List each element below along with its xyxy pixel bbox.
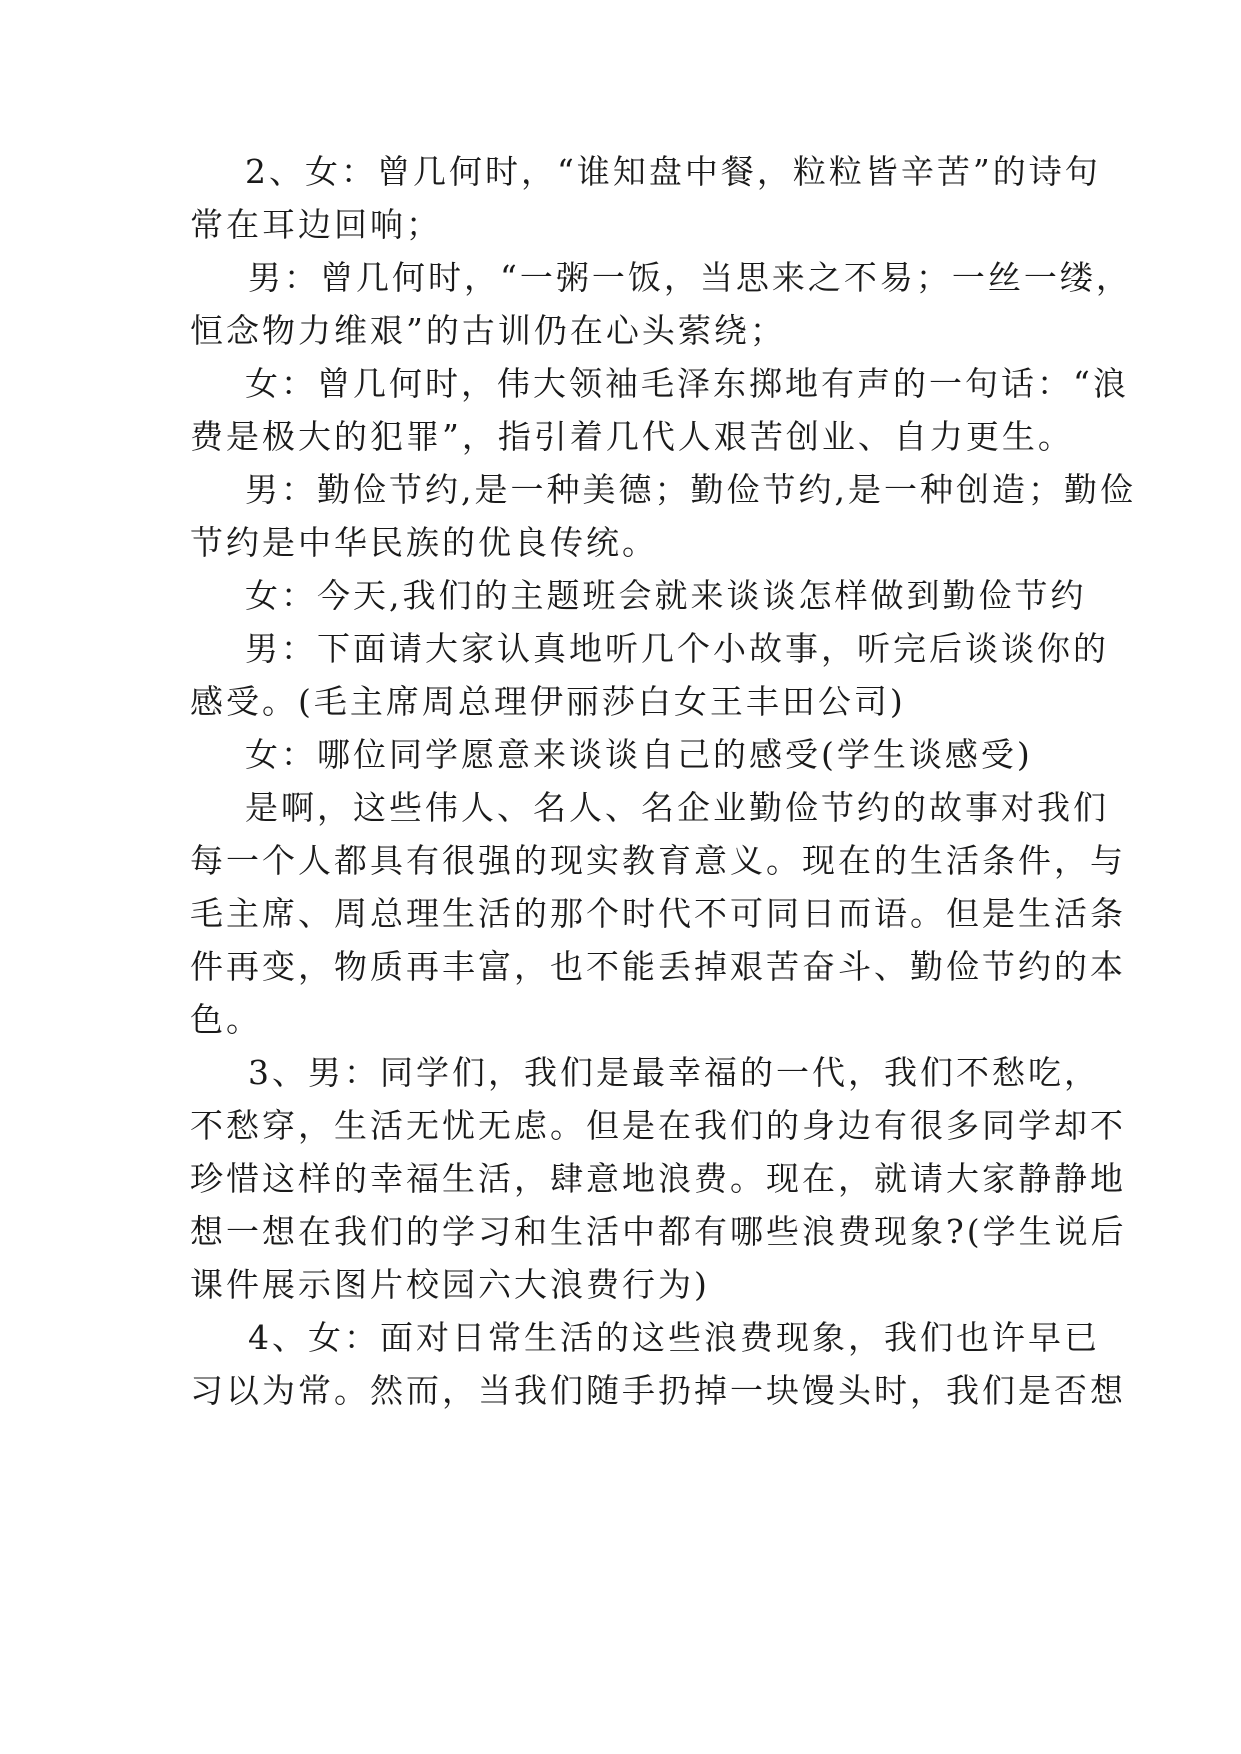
text-line: 毛主席、周总理生活的那个时代不可同日而语。但是生活条 [190,894,1126,933]
text-line: 女：哪位同学愿意来谈谈自己的感受(学生谈感受) [245,735,1033,774]
text-line: 课件展示图片校园六大浪费行为) [190,1265,710,1304]
text-line: 男：曾几何时，“一粥一饭，当思来之不易；一丝一缕， [248,258,1132,297]
text-line: 恒念物力维艰”的古训仍在心头萦绕； [190,311,786,350]
text-line: 是啊，这些伟人、名人、名企业勤俭节约的故事对我们 [245,788,1109,827]
text-line: 女：今天,我们的主题班会就来谈谈怎样做到勤俭节约 [245,576,1087,615]
text-line: 男：勤俭节约,是一种美德；勤俭节约,是一种创造；勤俭 [245,470,1136,509]
text-line: 3、男：同学们，我们是最幸福的一代，我们不愁吃， [248,1053,1100,1092]
text-line: 男：下面请大家认真地听几个小故事，听完后谈谈你的 [245,629,1109,668]
text-line: 费是极大的犯罪”，指引着几代人艰苦创业、自力更生。 [190,417,1074,456]
text-line: 习以为常。然而，当我们随手扔掉一块馒头时，我们是否想 [190,1371,1126,1410]
text-line: 每一个人都具有很强的现实教育意义。现在的生活条件，与 [190,841,1126,880]
text-line: 节约是中华民族的优良传统。 [190,523,658,562]
text-line: 常在耳边回响； [190,205,442,244]
text-line: 女：曾几何时，伟大领袖毛泽东掷地有声的一句话：“浪 [245,364,1129,403]
text-line: 感受。(毛主席周总理伊丽莎白女王丰田公司) [190,682,906,721]
text-line: 件再变，物质再丰富，也不能丢掉艰苦奋斗、勤俭节约的本 [190,947,1126,986]
text-line: 不愁穿，生活无忧无虑。但是在我们的身边有很多同学却不 [190,1106,1126,1145]
text-line: 珍惜这样的幸福生活，肆意地浪费。现在，就请大家静静地 [190,1159,1126,1198]
text-line: 想一想在我们的学习和生活中都有哪些浪费现象?(学生说后 [190,1212,1127,1251]
text-line: 4、女：面对日常生活的这些浪费现象，我们也许早已 [248,1318,1100,1357]
text-line: 色。 [190,1000,262,1039]
text-line: 2、女：曾几何时，“谁知盘中餐，粒粒皆辛苦”的诗句 [245,152,1101,191]
